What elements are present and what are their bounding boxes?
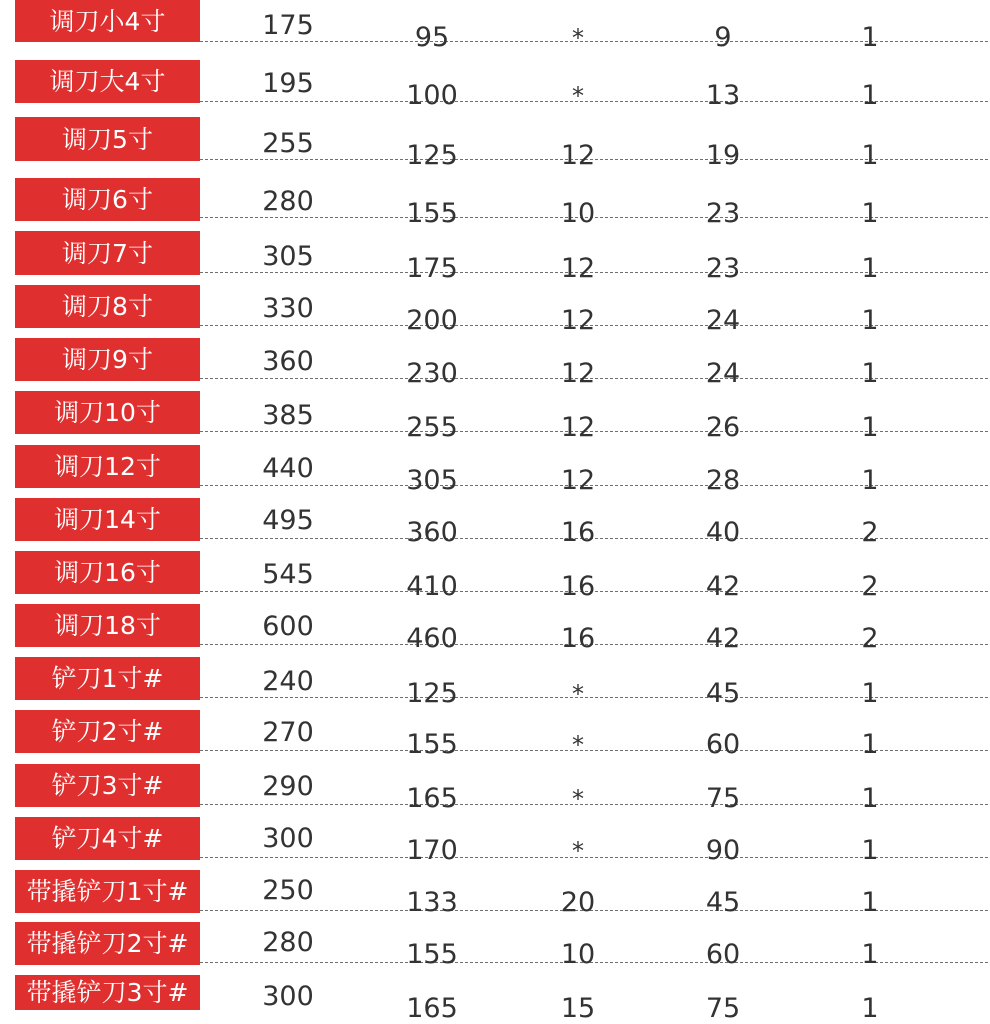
- table-cell: 250: [262, 875, 314, 906]
- table-cell: 255: [406, 412, 458, 443]
- table-cell: 19: [705, 140, 741, 171]
- table-cell: 125: [406, 678, 458, 709]
- row-label: 调刀8寸: [15, 285, 200, 328]
- table-cell: 1: [861, 465, 879, 496]
- table-cell: 1: [861, 993, 879, 1024]
- table-cell: 2: [861, 517, 879, 548]
- table-cell: 12: [560, 305, 596, 336]
- table-cell: 1: [861, 358, 879, 389]
- table-cell: 12: [560, 140, 596, 171]
- table-cell: 9: [714, 22, 732, 53]
- table-cell: 1: [861, 80, 879, 111]
- table-cell: 42: [705, 623, 741, 654]
- table-cell: 100: [406, 80, 458, 111]
- row-label: 带撬铲刀1寸#: [15, 870, 200, 913]
- row-label: 调刀14寸: [15, 498, 200, 541]
- table-cell: 42: [705, 571, 741, 602]
- table-cell: 155: [406, 729, 458, 760]
- row-label: 调刀大4寸: [15, 60, 200, 103]
- table-cell: 230: [406, 358, 458, 389]
- table-cell: 155: [406, 939, 458, 970]
- table-cell: 24: [705, 305, 741, 336]
- row-label: 带撬铲刀3寸#: [15, 975, 200, 1010]
- table-cell: 280: [262, 186, 314, 217]
- table-cell: 330: [262, 293, 314, 324]
- row-label: 带撬铲刀2寸#: [15, 922, 200, 965]
- table-cell: 12: [560, 253, 596, 284]
- table-cell: 16: [560, 571, 596, 602]
- table-cell: 255: [262, 128, 314, 159]
- table-cell: 95: [414, 22, 450, 53]
- table-cell: 2: [861, 571, 879, 602]
- table-cell: 23: [705, 198, 741, 229]
- table-cell: 15: [560, 993, 596, 1024]
- table-cell: 495: [262, 505, 314, 536]
- table-cell: 12: [560, 358, 596, 389]
- table-cell: 300: [262, 823, 314, 854]
- table-cell: 175: [262, 10, 314, 41]
- table-cell: 1: [861, 939, 879, 970]
- table-cell: 12: [560, 412, 596, 443]
- table-cell: 1: [861, 305, 879, 336]
- table-cell: 1: [861, 22, 879, 53]
- table-cell: 155: [406, 198, 458, 229]
- table-cell: 165: [406, 993, 458, 1024]
- table-cell: 175: [406, 253, 458, 284]
- table-cell: 40: [705, 517, 741, 548]
- table-cell: 10: [560, 198, 596, 229]
- row-label: 调刀7寸: [15, 231, 200, 275]
- table-cell: *: [572, 680, 584, 708]
- table-cell: 1: [861, 253, 879, 284]
- table-cell: *: [572, 837, 584, 865]
- table-cell: 26: [705, 412, 741, 443]
- table-cell: 600: [262, 611, 314, 642]
- row-label: 调刀16寸: [15, 551, 200, 594]
- row-label: 调刀12寸: [15, 445, 200, 488]
- row-label: 铲刀3寸#: [15, 764, 200, 807]
- table-cell: 1: [861, 729, 879, 760]
- table-cell: 90: [705, 835, 741, 866]
- table-cell: 60: [705, 729, 741, 760]
- row-label: 调刀10寸: [15, 391, 200, 434]
- table-cell: 1: [861, 412, 879, 443]
- table-cell: 290: [262, 771, 314, 802]
- table-cell: *: [572, 24, 584, 52]
- table-cell: 305: [406, 465, 458, 496]
- table-cell: 410: [406, 571, 458, 602]
- row-label: 调刀6寸: [15, 178, 200, 221]
- table-cell: 2: [861, 623, 879, 654]
- row-label: 铲刀1寸#: [15, 657, 200, 700]
- table-cell: 28: [705, 465, 741, 496]
- table-cell: 45: [705, 678, 741, 709]
- table-cell: 1: [861, 835, 879, 866]
- table-cell: 16: [560, 517, 596, 548]
- table-cell: 240: [262, 666, 314, 697]
- row-label: 调刀小4寸: [15, 0, 200, 42]
- table-cell: 1: [861, 887, 879, 918]
- table-cell: 195: [262, 68, 314, 99]
- table-cell: 300: [262, 981, 314, 1012]
- row-label: 调刀5寸: [15, 117, 200, 161]
- row-label: 调刀18寸: [15, 604, 200, 647]
- table-cell: 45: [705, 887, 741, 918]
- table-cell: 1: [861, 783, 879, 814]
- table-cell: 12: [560, 465, 596, 496]
- table-cell: 1: [861, 140, 879, 171]
- table-cell: 270: [262, 717, 314, 748]
- table-cell: 75: [705, 993, 741, 1024]
- table-cell: 460: [406, 623, 458, 654]
- table-cell: 20: [560, 887, 596, 918]
- table-cell: 125: [406, 140, 458, 171]
- table-cell: 200: [406, 305, 458, 336]
- table-cell: 360: [262, 346, 314, 377]
- table-cell: 170: [406, 835, 458, 866]
- table-cell: 10: [560, 939, 596, 970]
- table-cell: 1: [861, 678, 879, 709]
- table-cell: 133: [406, 887, 458, 918]
- table-cell: *: [572, 785, 584, 813]
- table-cell: 60: [705, 939, 741, 970]
- table-cell: 75: [705, 783, 741, 814]
- table-cell: 13: [705, 80, 741, 111]
- table-cell: 24: [705, 358, 741, 389]
- row-label: 铲刀4寸#: [15, 817, 200, 860]
- table-cell: 280: [262, 927, 314, 958]
- table-cell: 545: [262, 559, 314, 590]
- table-cell: 1: [861, 198, 879, 229]
- table-cell: *: [572, 82, 584, 110]
- table-cell: 305: [262, 241, 314, 272]
- table-cell: 360: [406, 517, 458, 548]
- table-cell: 385: [262, 400, 314, 431]
- row-label: 调刀9寸: [15, 338, 200, 381]
- table-cell: 16: [560, 623, 596, 654]
- table-cell: *: [572, 731, 584, 759]
- table-cell: 165: [406, 783, 458, 814]
- row-label: 铲刀2寸#: [15, 710, 200, 753]
- table-cell: 440: [262, 453, 314, 484]
- table-cell: 23: [705, 253, 741, 284]
